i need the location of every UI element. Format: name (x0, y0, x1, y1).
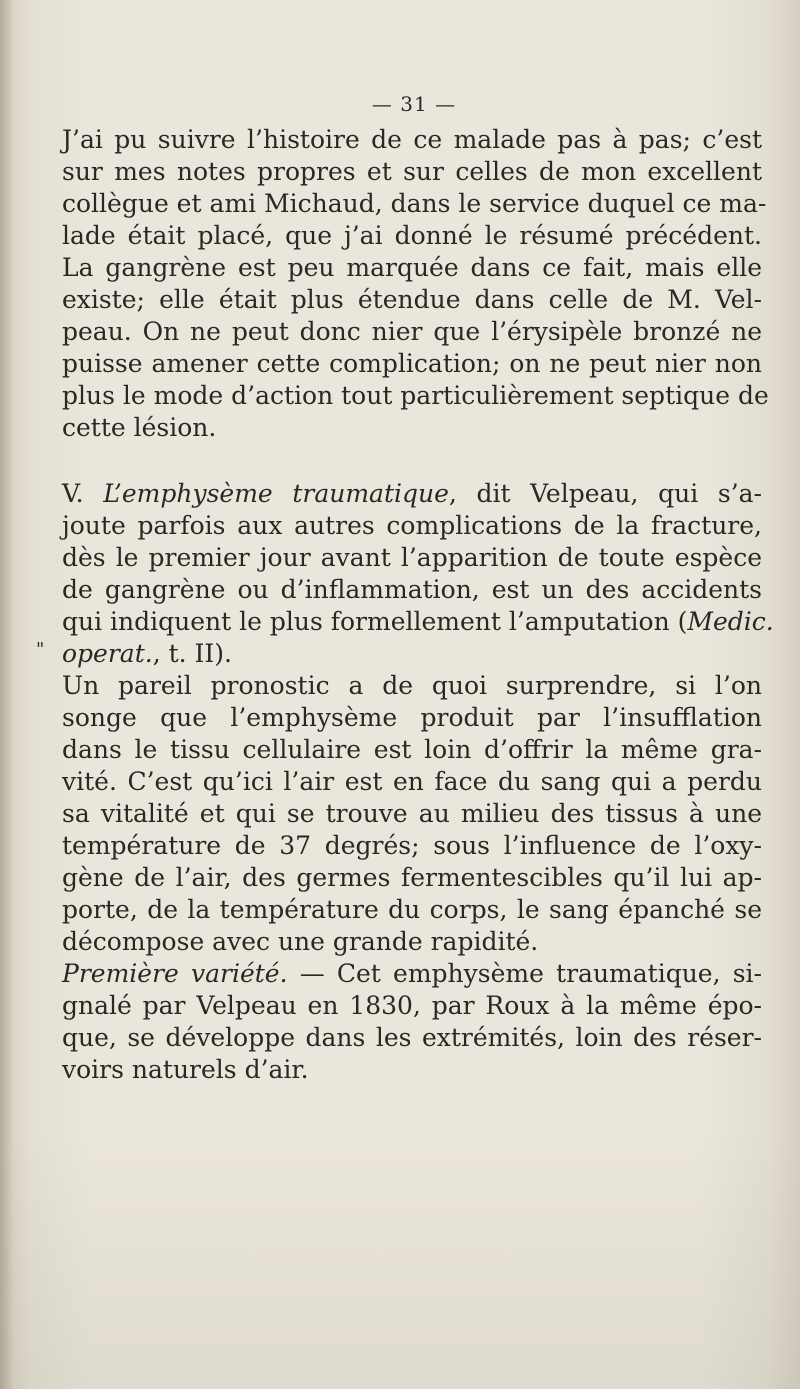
text-line: que, se développe dans les extrémités, loin des réser- (62, 1023, 762, 1052)
text-line: sur mes notes propres et sur celles de mon excellent (62, 157, 762, 186)
text-line: collègue et ami Michaud, dans le service duquel ce ma- (62, 189, 767, 218)
text-line: plus le mode d’action tout particulièrement septique de (62, 381, 769, 410)
text-line (36, 638, 762, 670)
text-line: gnalé par Velpeau en 1830, par Roux à la même épo- (62, 991, 762, 1020)
text-run: , t. II). (152, 639, 232, 668)
text-line: peau. On ne peut donc nier que l’érysipèle bronzé ne (62, 317, 762, 346)
text-line: lade était placé, que j’ai donné le résumé précédent. (62, 221, 762, 250)
text-line: songe que l’emphysème produit par l’insufflation (62, 703, 762, 732)
page-number: — 31 — (371, 92, 457, 116)
text-line: porte, de la température du corps, le sang épanché se (62, 895, 762, 924)
citation-italic: operat. (62, 639, 153, 668)
text-line: voirs naturels d’air. (62, 1055, 309, 1084)
text-line: dès le premier jour avant l’apparition de toute espèce (62, 543, 762, 572)
section-gap (62, 444, 762, 478)
text-line (62, 478, 762, 510)
text-line: dans le tissu cellulaire est loin d’offrir la même gra- (62, 735, 762, 764)
text-line: gène de l’air, des germes fermentescibles qu’il lui ap- (62, 863, 762, 892)
text-line: cette lésion. (62, 413, 217, 442)
text-line: puisse amener cette complication; on ne peut nier non (62, 349, 762, 378)
text-line: de gangrène ou d’inflammation, est un des accidents (62, 575, 762, 604)
text-line: sa vitalité et qui se trouve au milieu des tissus à une (62, 799, 762, 828)
text-run: — Cet emphysème traumatique, si- (287, 959, 762, 988)
section-prefix: V. (62, 479, 104, 508)
text-line: existe; elle était plus étendue dans celle de M. Vel- (62, 285, 762, 314)
paper-shade (0, 1129, 800, 1389)
variety-title: Première variété. (62, 959, 288, 988)
text-line: joute parfois aux autres complications de la fracture, (62, 511, 762, 540)
text-line: J’ai pu suivre l’histoire de ce malade pas à pas; c’est (62, 125, 762, 154)
text-line: vité. C’est qu’ici l’air est en face du sang qui a perdu (62, 767, 762, 796)
text-run: qui indiquent le plus formellement l’amputation ( (62, 607, 688, 636)
citation-italic: Medic. (687, 607, 774, 636)
text-line: Un pareil pronostic a de quoi surprendre, si l’on (62, 671, 762, 700)
margin-mark: " (36, 639, 45, 660)
body-text (36, 124, 774, 1086)
text-line: La gangrène est peu marquée dans ce fait, mais elle (62, 253, 762, 282)
text-run: , dit Velpeau, qui s’a- (448, 479, 762, 508)
section-title: L’emphysème traumatique (103, 479, 449, 508)
text-line (62, 958, 762, 990)
text-line: décompose avec une grande rapidité. (62, 927, 539, 956)
text-line (62, 606, 774, 638)
text-line: température de 37 degrés; sous l’influence de l’oxy- (62, 831, 762, 860)
